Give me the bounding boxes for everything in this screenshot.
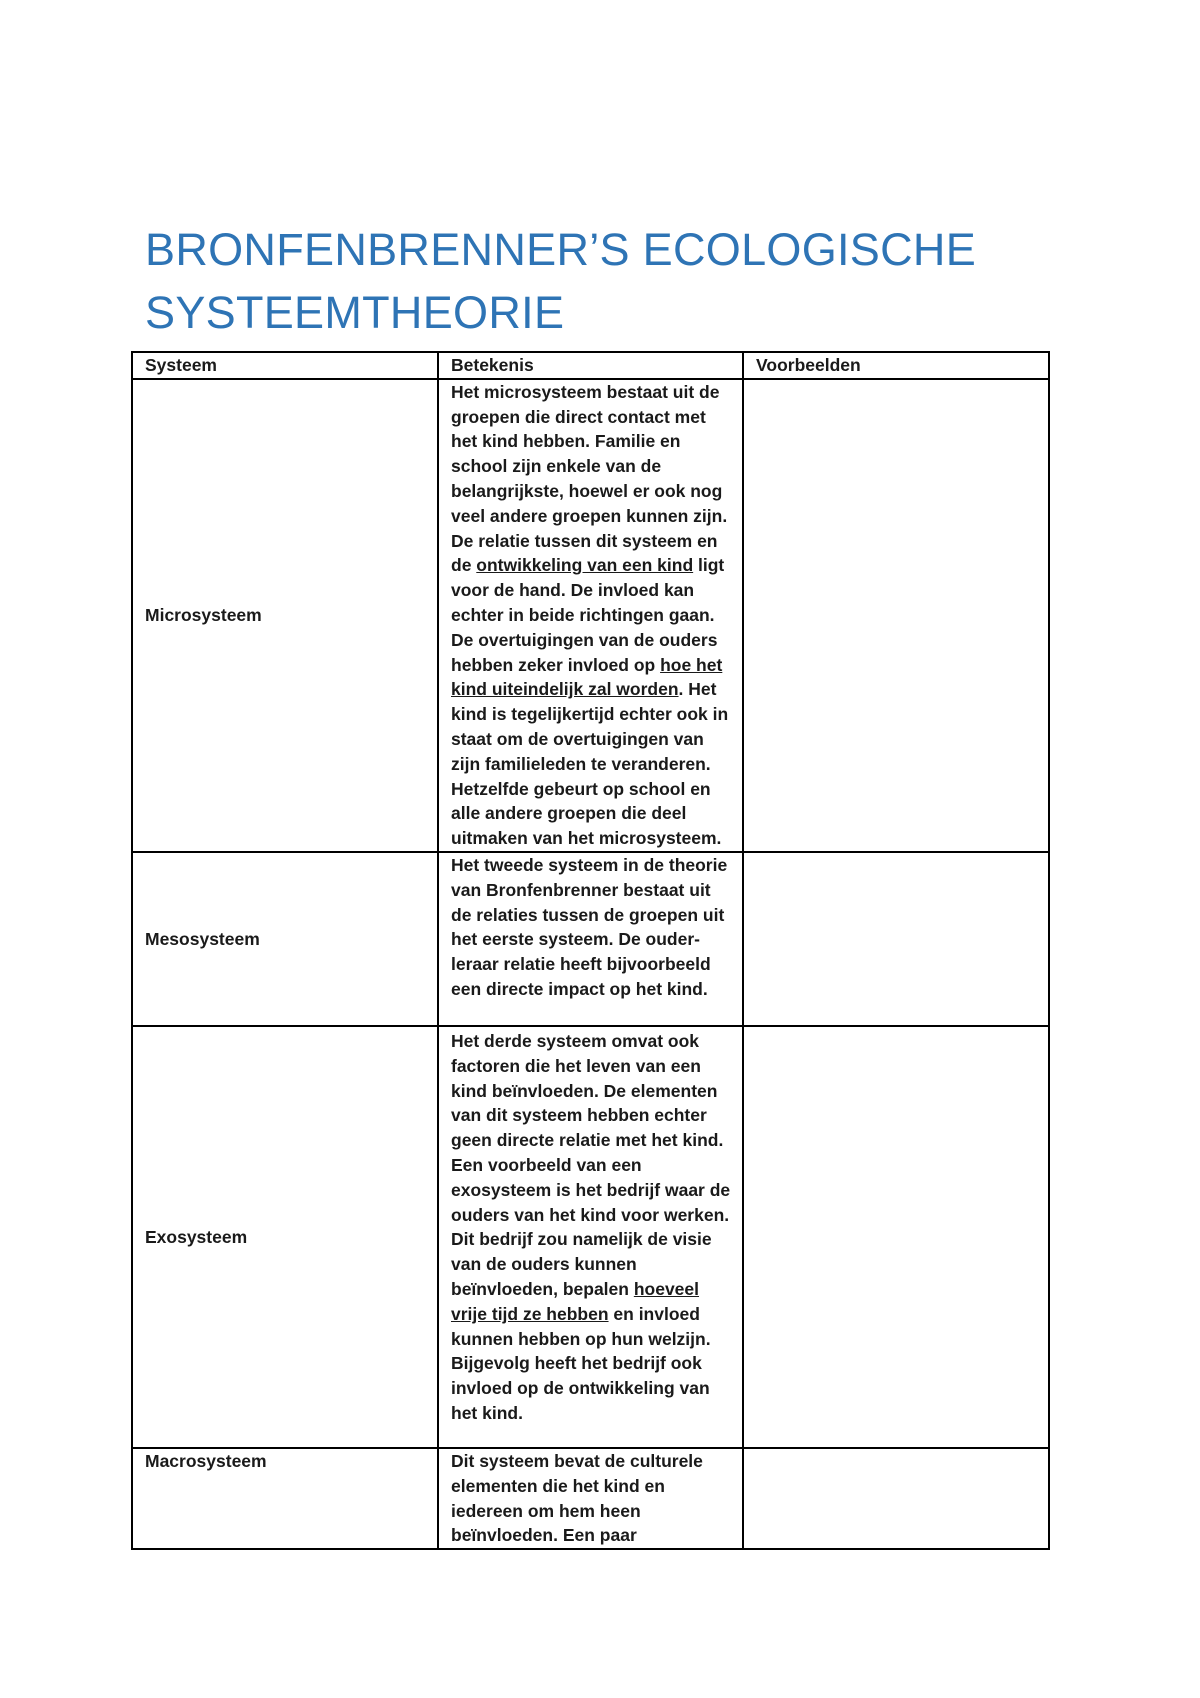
header-meaning: Betekenis [438,352,743,379]
system-name-cell: Macrosysteem [132,1448,438,1549]
examples-cell[interactable] [743,379,1049,852]
system-description-cell [438,1448,743,1549]
table-row-mesosysteem [132,852,1049,1026]
system-name-cell: Exosysteem [132,1026,438,1448]
system-description-cell [438,1026,743,1448]
examples-cell[interactable] [743,1448,1049,1549]
systems-table [131,351,1050,1550]
system-description-cell [438,379,743,852]
underlined-text: hoeveel vrije tijd ze hebben [451,1278,700,1324]
header-system: Systeem [132,352,438,379]
description-text: Het microsysteem bestaat uit de groepen die direct contact met het kind hebben. Familie en school zijn enkele van de belangrijkste, hoewel er ook nog veel andere groepen kunnen zijn. De relatie tussen dit systeem en de [451,381,728,576]
description-text: Dit systeem bevat de culturele elementen die het kind en iedereen om hem heen beïnvloeden. Een paar [451,1450,703,1546]
table-row-macrosysteem [132,1448,1049,1549]
description-text: Het derde systeem omvat ook factoren die het leven van een kind beïnvloeden. De elementen van dit systeem hebben echter geen directe relatie met het kind. Een voorbeeld van een exosysteem is het bedrijf waar de ouders van het kind voor werken. Dit bedrijf zou namelijk de visie van de ouders kunnen beïnvloeden, bepalen [451,1030,731,1299]
description-text: ligt voor de hand. De invloed kan echter in beide richtingen gaan. De overtuigingen van de ouders hebben zeker invloed op [451,555,725,675]
examples-cell[interactable] [743,1026,1049,1448]
page-title: BRONFENBRENNER’S ECOLOGISCHE SYSTEEMTHEORIE [145,224,977,338]
description-text: Het tweede systeem in de theorie van Bronfenbrenner bestaat uit de relaties tussen de groepen uit het eerste systeem. De ouder-leraar relatie heeft bijvoorbeeld een directe impact op het kind. [451,854,728,999]
table-row-microsysteem [132,379,1049,852]
table-row-exosysteem [132,1026,1049,1448]
description-text: . Het kind is tegelijkertijd echter ook in staat om de overtuigingen van zijn familieleden te veranderen. Hetzelfde gebeurt op school en alle andere groepen die deel uitmaken van het microsysteem. [451,679,729,849]
system-name-cell: Microsysteem [132,379,438,852]
description-text: en invloed kunnen hebben op hun welzijn. Bijgevolg heeft het bedrijf ook invloed op de ontwikkeling van het kind. [451,1303,711,1423]
underlined-text: hoe het kind uiteindelijk zal worden [451,654,723,700]
system-name-cell: Mesosysteem [132,852,438,1026]
examples-cell[interactable] [743,852,1049,1026]
table-header-row [132,352,1049,379]
header-examples: Voorbeelden [743,352,1049,379]
system-description-cell [438,852,743,1026]
underlined-text: ontwikkeling van een kind [476,555,694,576]
